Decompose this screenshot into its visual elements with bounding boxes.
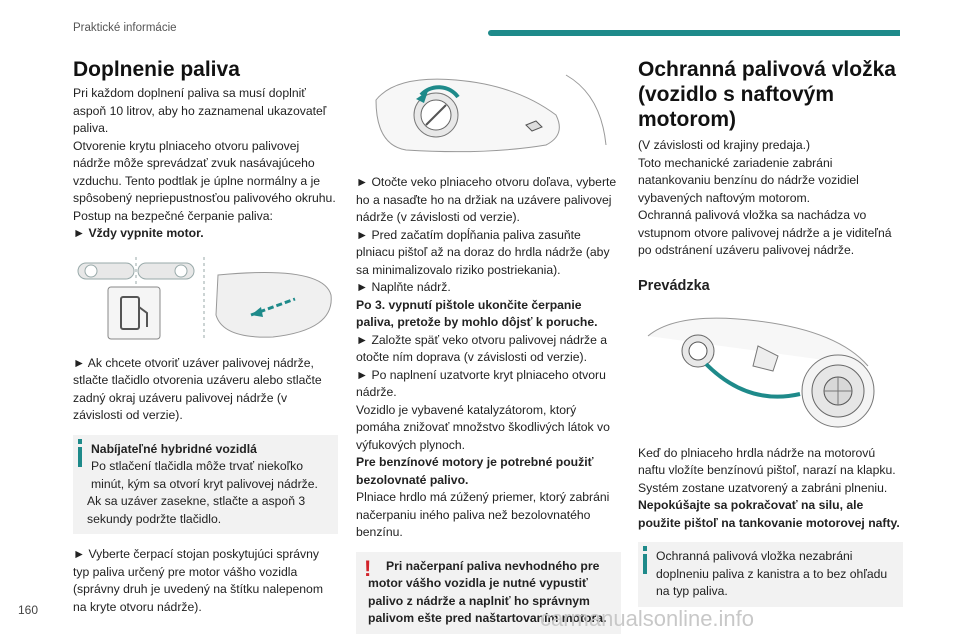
column-misfuel-device <box>638 55 903 607</box>
fuel-door-illustration <box>73 255 338 343</box>
fuel-door-button-illustration <box>73 255 338 343</box>
device-description: Toto mechanické zariadenie zabráni natankovaniu benzínu do nádrže vozidiel vybavených naftovým motorom. <box>638 155 859 205</box>
country-note: (V závislosti od krajiny predaja.) <box>638 138 811 152</box>
section-title: Doplnenie paliva <box>73 58 240 81</box>
filler-cap-illustration <box>366 55 621 170</box>
operation-description: Keď do plniaceho hrdla nádrže na motorovú naftu vložíte benzínovú pištoľ, narazí na klapku. Systém zostane uzatvorený a zabráni plneniu. <box>638 445 896 495</box>
subsection-operation: Prevádzka <box>638 277 710 294</box>
misfuel-device-diagram <box>638 306 903 431</box>
unleaded-note: Pre benzínové motory je potrebné použiť bezolovnaté palivo. <box>356 455 594 487</box>
info-icon <box>640 546 650 574</box>
step-stop-warning: Po 3. vypnutí pištole ukončite čerpanie paliva, pretože by mohlo dôjsť k poruche. <box>356 297 598 329</box>
info-text-2: Ak sa uzáver zasekne, stlačte a aspoň 3 sekundy podržte tlačidlo. <box>87 494 306 526</box>
watermark: carmanualsonline.info <box>540 606 755 631</box>
section-header: Praktické informácie <box>73 22 177 34</box>
header-accent-bar <box>488 30 900 36</box>
step-insert-nozzle: ► Pred začatím dopĺňania paliva zasuňte plniacu pištoľ až na doraz do hrdla nádrže (aby sa minimalizovalo riziko postriekania). <box>356 227 610 277</box>
catalyst-note: Vozidlo je vybavené katalyzátorom, ktorý pomáha znižovať množstvo škodlivých látok vo výfukových plynoch. <box>356 402 610 452</box>
operation-warning: Nepokúšajte sa pokračovať na silu, ale použite pištoľ na tankovanie motorovej nafty. <box>638 498 900 530</box>
info-box-hybrid <box>73 435 338 535</box>
open-fuel-door-step: ► Ak chcete otvoriť uzáver palivovej nádrže, stlačte tlačidlo otvorenia uzáveru alebo stlačte zadný okraj uzáveru palivovej nádrže (v závislosti od verzie). <box>73 355 322 422</box>
info-text-1: Po stlačení tlačidla môže trvať niekoľko minút, kým sa otvorí kryt palivovej nádrže. <box>91 459 318 491</box>
section-title-misfuel: Ochranná palivová vložka (vozidlo s naftovým motorom) <box>638 58 896 131</box>
device-location: Ochranná palivová vložka sa nachádza vo vstupnom otvore palivovej nádrže a je viditeľná po odstránení uzáveru palivovej nádrže. <box>638 208 892 257</box>
misfuel-illustration <box>638 306 903 431</box>
step-close-flap: ► Po naplnení uzatvorte kryt plniaceho otvoru nádrže. <box>356 367 606 399</box>
step-replace-cap: ► Založte späť veko otvoru palivovej nádrže a otočte ním doprava (v závislosti od verzie). <box>356 332 608 364</box>
column-fuel-refill <box>73 55 338 616</box>
warning-icon: ! <box>364 555 372 581</box>
noise-paragraph: Otvorenie krytu plniaceho otvoru palivovej nádrže môže sprevádzať zvuk nasávajúceho vzduchu. Tento podtlak je úplne normálny a je spôsobený nepriepustnosťou palivového okruhu. <box>73 138 336 205</box>
intro-paragraph: Pri každom doplnení paliva sa musí doplniť aspoň 10 litrov, aby ho zaznamenal ukazovateľ paliva. <box>73 86 327 135</box>
page-number: 160 <box>18 603 39 617</box>
step-remove-cap: ► Otočte veko plniaceho otvoru doľava, vyberte ho a nasaďte ho na držiak na uzávere palivovej nádrže (v závislosti od verzie). <box>356 175 617 224</box>
step-fill-tank: ► Naplňte nádrž. <box>356 280 451 294</box>
warning-text: Pri načerpaní paliva nevhodného pre motor vášho vozidla je nutné vypustiť palivo z nádrže a naplniť ho správnym palivom ešte pred naštartovaním motora. <box>368 558 607 625</box>
pump-selection-step: ► Vyberte čerpací stojan poskytujúci správny typ paliva určený pre motor vášho vozidla (správny druh je uvedený na štítku nalepenom na kryte otvoru nádrže). <box>73 547 323 614</box>
info-icon <box>75 439 85 467</box>
column-steps <box>356 55 621 634</box>
info-box-canister <box>638 542 903 607</box>
engine-off-step: ► Vždy vypnite motor. <box>73 226 204 240</box>
filler-cap-diagram <box>366 55 616 170</box>
filler-neck-note: Plniace hrdlo má zúžený priemer, ktorý zabráni načerpaniu iného paliva než bezolovnatého benzínu. <box>356 490 610 539</box>
procedure-intro: Postup na bezpečné čerpanie paliva: <box>73 208 273 223</box>
info-canister-text: Ochranná palivová vložka nezabráni doplneniu paliva z kanistra a to bez ohľadu na typ paliva. <box>656 549 888 598</box>
info-title: Nabíjateľné hybridné vozidlá <box>91 441 257 456</box>
